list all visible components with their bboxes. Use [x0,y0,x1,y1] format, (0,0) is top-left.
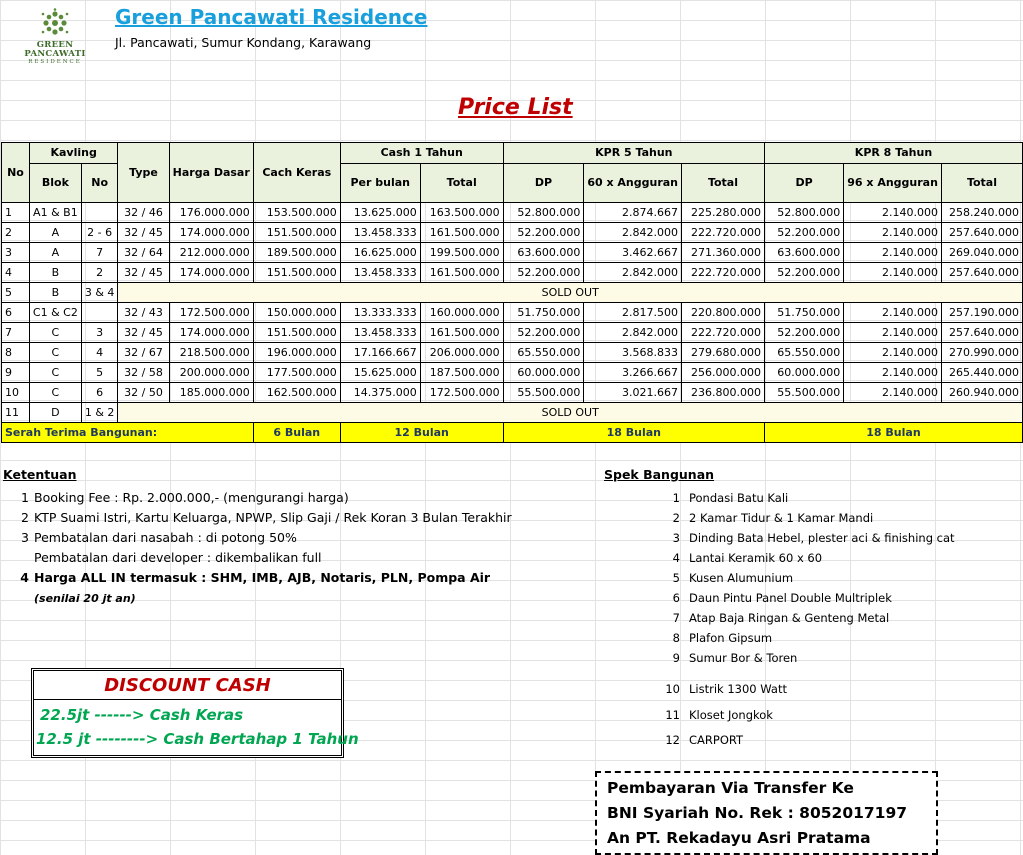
cell-total5: 220.800.000 [682,303,765,323]
row-kavling-no: 7 [81,243,118,263]
cell-dp5: 52.200.000 [503,263,584,283]
cell-total8: 257.640.000 [941,223,1022,243]
cell-total8: 257.640.000 [941,263,1022,283]
row-no: 1 [2,203,30,223]
cell-perbulan: 13.458.333 [340,323,420,343]
cell-ang60: 2.842.000 [584,323,682,343]
cell-dp5: 52.800.000 [503,203,584,223]
cell-dp5: 52.200.000 [503,223,584,243]
cell-keras: 189.500.000 [253,243,340,263]
spek-item-num: 7 [672,611,680,625]
table-row [2,283,1023,303]
cell-total8: 265.440.000 [941,363,1022,383]
cell-ang96: 2.140.000 [844,343,942,363]
header-no: No [2,143,30,203]
leaf-logo-icon [35,8,75,38]
serah-terima-label: Serah Terima Bangunan: [2,423,254,443]
cell-harga: 172.500.000 [169,303,253,323]
cell-keras: 162.500.000 [253,383,340,403]
cell-ang60: 2.874.667 [584,203,682,223]
spek-item-text: Listrik 1300 Watt [689,682,787,696]
spek-item-num: 4 [672,551,680,565]
cell-total5: 236.800.000 [682,383,765,403]
row-no: 8 [2,343,30,363]
cell-harga: 218.500.000 [169,343,253,363]
row-kavling-no: 6 [81,383,118,403]
spek-item-text: Daun Pintu Panel Double Multriplek [689,591,892,605]
cell-type: 32 / 45 [118,263,169,283]
cell-ang60: 3.266.667 [584,363,682,383]
cell-type: 32 / 58 [118,363,169,383]
row-blok: A [29,243,81,263]
header-kavling-no: No [81,164,118,203]
spek-item-num: 1 [672,491,680,505]
row-no: 10 [2,383,30,403]
cell-total8: 260.940.000 [941,383,1022,403]
row-blok: C [29,363,81,383]
serah-terima-row [2,423,1023,443]
cell-perbulan: 13.625.000 [340,203,420,223]
ketentuan-item-num: 1 [21,490,29,505]
row-blok: C [29,323,81,343]
cell-type: 32 / 46 [118,203,169,223]
cell-type: 32 / 45 [118,323,169,343]
spek-item-text: Dinding Bata Hebel, plester aci & finishing cat [689,531,955,545]
cell-total1: 160.000.000 [420,303,503,323]
cell-ang60: 3.568.833 [584,343,682,363]
header-type: Type [118,143,169,203]
cell-dp8: 52.200.000 [764,223,843,243]
cell-ang96: 2.140.000 [844,383,942,403]
cell-harga: 174.000.000 [169,223,253,243]
cell-perbulan: 13.333.333 [340,303,420,323]
cell-ang96: 2.140.000 [844,243,942,263]
cell-keras: 196.000.000 [253,343,340,363]
cell-total8: 258.240.000 [941,203,1022,223]
price-list-heading: Price List [458,95,573,120]
header-kpr8-total: Total [941,164,1022,203]
table-row [2,303,1023,323]
table-row [2,363,1023,383]
page-title[interactable]: Green Pancawati Residence [115,5,428,29]
cell-ang96: 2.140.000 [844,323,942,343]
cell-total5: 222.720.000 [682,223,765,243]
spek-item-num: 8 [672,631,680,645]
cell-keras: 151.500.000 [253,223,340,243]
cell-type: 32 / 45 [118,223,169,243]
cell-total5: 271.360.000 [682,243,765,263]
row-no: 11 [2,403,30,423]
row-blok: B [29,283,81,303]
header-kpr-5-tahun: KPR 5 Tahun [503,143,764,164]
cell-ang60: 3.021.667 [584,383,682,403]
row-kavling-no: 2 [81,263,118,283]
row-blok: D [29,403,81,423]
cell-keras: 150.000.000 [253,303,340,323]
ketentuan-item-text: Harga ALL IN termasuk : SHM, IMB, AJB, Notaris, PLN, Pompa Air [34,570,491,585]
spek-item-num: 2 [672,511,680,525]
price-table [1,142,1023,443]
spek-item-text: 2 Kamar Tidur & 1 Kamar Mandi [689,511,874,525]
cell-total8: 257.640.000 [941,323,1022,343]
cell-dp8: 55.500.000 [764,383,843,403]
spek-item-num: 3 [672,531,680,545]
spek-item-num: 6 [672,591,680,605]
header-kpr5-angsuran: 60 x Angguran [584,164,682,203]
row-blok: A [29,223,81,243]
row-blok: C [29,383,81,403]
cell-dp8: 63.600.000 [764,243,843,263]
payment-box [595,771,938,855]
spek-item-text: Kusen Alumunium [689,571,794,585]
cell-ang96: 2.140.000 [844,263,942,283]
cell-total1: 172.500.000 [420,383,503,403]
cell-total1: 161.500.000 [420,323,503,343]
row-no: 3 [2,243,30,263]
cell-ang96: 2.140.000 [844,223,942,243]
discount-divider [34,699,341,700]
spek-item-num: 5 [672,571,680,585]
header-harga-dasar: Harga Dasar [169,143,253,203]
row-kavling-no: 3 & 4 [81,283,118,303]
cell-perbulan: 13.458.333 [340,223,420,243]
cell-dp8: 52.200.000 [764,263,843,283]
ketentuan-item-text: KTP Suami Istri, Kartu Keluarga, NPWP, Slip Gaji / Rek Koran 3 Bulan Terakhir [34,510,512,525]
row-blok: C [29,343,81,363]
payment-line-1: Pembayaran Via Transfer Ke [607,779,854,797]
ketentuan-note: (senilai 20 jt an) [34,592,136,605]
cell-total1: 206.000.000 [420,343,503,363]
serah-kpr-5: 18 Bulan [503,423,764,443]
ketentuan-item-text: Pembatalan dari nasabah : di potong 50% [34,530,297,545]
cell-total5: 256.000.000 [682,363,765,383]
cell-harga: 185.000.000 [169,383,253,403]
cell-ang60: 2.842.000 [584,223,682,243]
cell-perbulan: 16.625.000 [340,243,420,263]
spek-item-text: Atap Baja Ringan & Genteng Metal [689,611,890,625]
cell-total8: 269.040.000 [941,243,1022,263]
ketentuan-item-num: 2 [21,510,29,525]
cell-ang60: 2.817.500 [584,303,682,323]
cell-total5: 279.680.000 [682,343,765,363]
discount-title: DISCOUNT CASH [104,675,271,696]
table-row [2,223,1023,243]
ketentuan-item-num: 4 [20,570,29,585]
header-kavling: Kavling [29,143,118,164]
cell-harga: 200.000.000 [169,363,253,383]
cell-total1: 199.500.000 [420,243,503,263]
ketentuan-title: Ketentuan [3,467,77,482]
row-no: 5 [2,283,30,303]
table-row [2,263,1023,283]
row-no: 4 [2,263,30,283]
row-kavling-no [81,303,118,323]
cell-dp8: 60.000.000 [764,363,843,383]
cell-total1: 187.500.000 [420,363,503,383]
row-kavling-no [81,203,118,223]
payment-account: BNI Syariah No. Rek : 8052017197 [607,804,908,822]
row-no: 6 [2,303,30,323]
spek-item-num: 9 [672,651,680,665]
cell-ang96: 2.140.000 [844,203,942,223]
cell-total5: 222.720.000 [682,263,765,283]
discount-cash-keras: 22.5jt ------> Cash Keras [40,706,244,724]
cell-type: 32 / 64 [118,243,169,263]
spek-item-text: CARPORT [689,733,744,747]
ketentuan-item-text: Booking Fee : Rp. 2.000.000,- (mengurangi harga) [34,490,349,505]
payment-account-name: An PT. Rekadayu Asri Pratama [607,829,871,847]
cell-perbulan: 17.166.667 [340,343,420,363]
cell-dp5: 60.000.000 [503,363,584,383]
cell-total8: 270.990.000 [941,343,1022,363]
row-blok: C1 & C2 [29,303,81,323]
table-row [2,203,1023,223]
cell-ang60: 3.462.667 [584,243,682,263]
sold-out-label: SOLD OUT [118,403,1023,423]
header-blok: Blok [29,164,81,203]
table-row [2,343,1023,363]
row-kavling-no: 3 [81,323,118,343]
cell-keras: 153.500.000 [253,203,340,223]
cell-harga: 174.000.000 [169,323,253,343]
cell-dp5: 55.500.000 [503,383,584,403]
cell-total1: 161.500.000 [420,263,503,283]
cell-dp5: 63.600.000 [503,243,584,263]
discount-cash-bertahap: 12.5 jt --------> Cash Bertahap 1 Tahun [36,730,359,748]
spek-item-num: 11 [665,708,680,722]
cell-type: 32 / 43 [118,303,169,323]
header-kpr5-total: Total [682,164,765,203]
cell-keras: 151.500.000 [253,263,340,283]
spek-item-text: Kloset Jongkok [689,708,773,722]
spek-item-num: 10 [665,682,680,696]
cell-harga: 176.000.000 [169,203,253,223]
header-cash-keras: Cach Keras [253,143,340,203]
logo-text-pancawati: PANCAWATI [24,49,86,59]
header-kpr-8-tahun: KPR 8 Tahun [764,143,1022,164]
cell-keras: 177.500.000 [253,363,340,383]
cell-perbulan: 14.375.000 [340,383,420,403]
sold-out-label: SOLD OUT [118,283,1023,303]
table-row [2,243,1023,263]
cell-dp5: 65.550.000 [503,343,584,363]
cell-ang96: 2.140.000 [844,363,942,383]
spek-title: Spek Bangunan [604,467,715,482]
header-kpr5-dp: DP [503,164,584,203]
row-no: 9 [2,363,30,383]
row-blok: B [29,263,81,283]
ketentuan-item-num: 3 [21,530,29,545]
cell-dp5: 51.750.000 [503,303,584,323]
header-per-bulan: Per bulan [340,164,420,203]
cell-type: 32 / 67 [118,343,169,363]
ketentuan-item-text: Pembatalan dari developer : dikembalikan full [34,550,322,565]
table-row [2,383,1023,403]
table-row [2,323,1023,343]
spek-item-text: Lantai Keramik 60 x 60 [689,551,823,565]
cell-harga: 174.000.000 [169,263,253,283]
row-blok: A1 & B1 [29,203,81,223]
address: Jl. Pancawati, Sumur Kondang, Karawang [115,35,372,50]
discount-box [31,668,359,758]
spek-item-text: Sumur Bor & Toren [689,651,798,665]
cell-keras: 151.500.000 [253,323,340,343]
spek-item-num: 12 [665,733,680,747]
header-cash-total: Total [420,164,503,203]
cell-ang60: 2.842.000 [584,263,682,283]
cell-perbulan: 13.458.333 [340,263,420,283]
header-cash-1-tahun: Cash 1 Tahun [340,143,503,164]
spek-item-text: Pondasi Batu Kali [689,491,789,505]
table-row [2,403,1023,423]
cell-harga: 212.000.000 [169,243,253,263]
cell-total8: 257.190.000 [941,303,1022,323]
logo-text-green: GREEN [36,40,74,50]
spek-item-text: Plafon Gipsum [689,631,773,645]
cell-dp8: 51.750.000 [764,303,843,323]
cell-total1: 163.500.000 [420,203,503,223]
cell-total1: 161.500.000 [420,223,503,243]
row-kavling-no: 1 & 2 [81,403,118,423]
cell-total5: 225.280.000 [682,203,765,223]
cell-dp5: 52.200.000 [503,323,584,343]
row-no: 7 [2,323,30,343]
header-kpr8-angsuran: 96 x Angguran [844,164,942,203]
cell-type: 32 / 50 [118,383,169,403]
logo-text-residence: RESIDENCE [28,59,82,65]
row-kavling-no: 4 [81,343,118,363]
serah-cash-keras: 6 Bulan [253,423,340,443]
cell-dp8: 52.200.000 [764,323,843,343]
serah-cash-1-tahun: 12 Bulan [340,423,503,443]
cell-ang96: 2.140.000 [844,303,942,323]
header-kpr8-dp: DP [764,164,843,203]
cell-total5: 222.720.000 [682,323,765,343]
logo [14,8,96,68]
cell-perbulan: 15.625.000 [340,363,420,383]
row-no: 2 [2,223,30,243]
cell-dp8: 52.800.000 [764,203,843,223]
row-kavling-no: 2 - 6 [81,223,118,243]
row-kavling-no: 5 [81,363,118,383]
cell-dp8: 65.550.000 [764,343,843,363]
serah-kpr-8: 18 Bulan [764,423,1022,443]
